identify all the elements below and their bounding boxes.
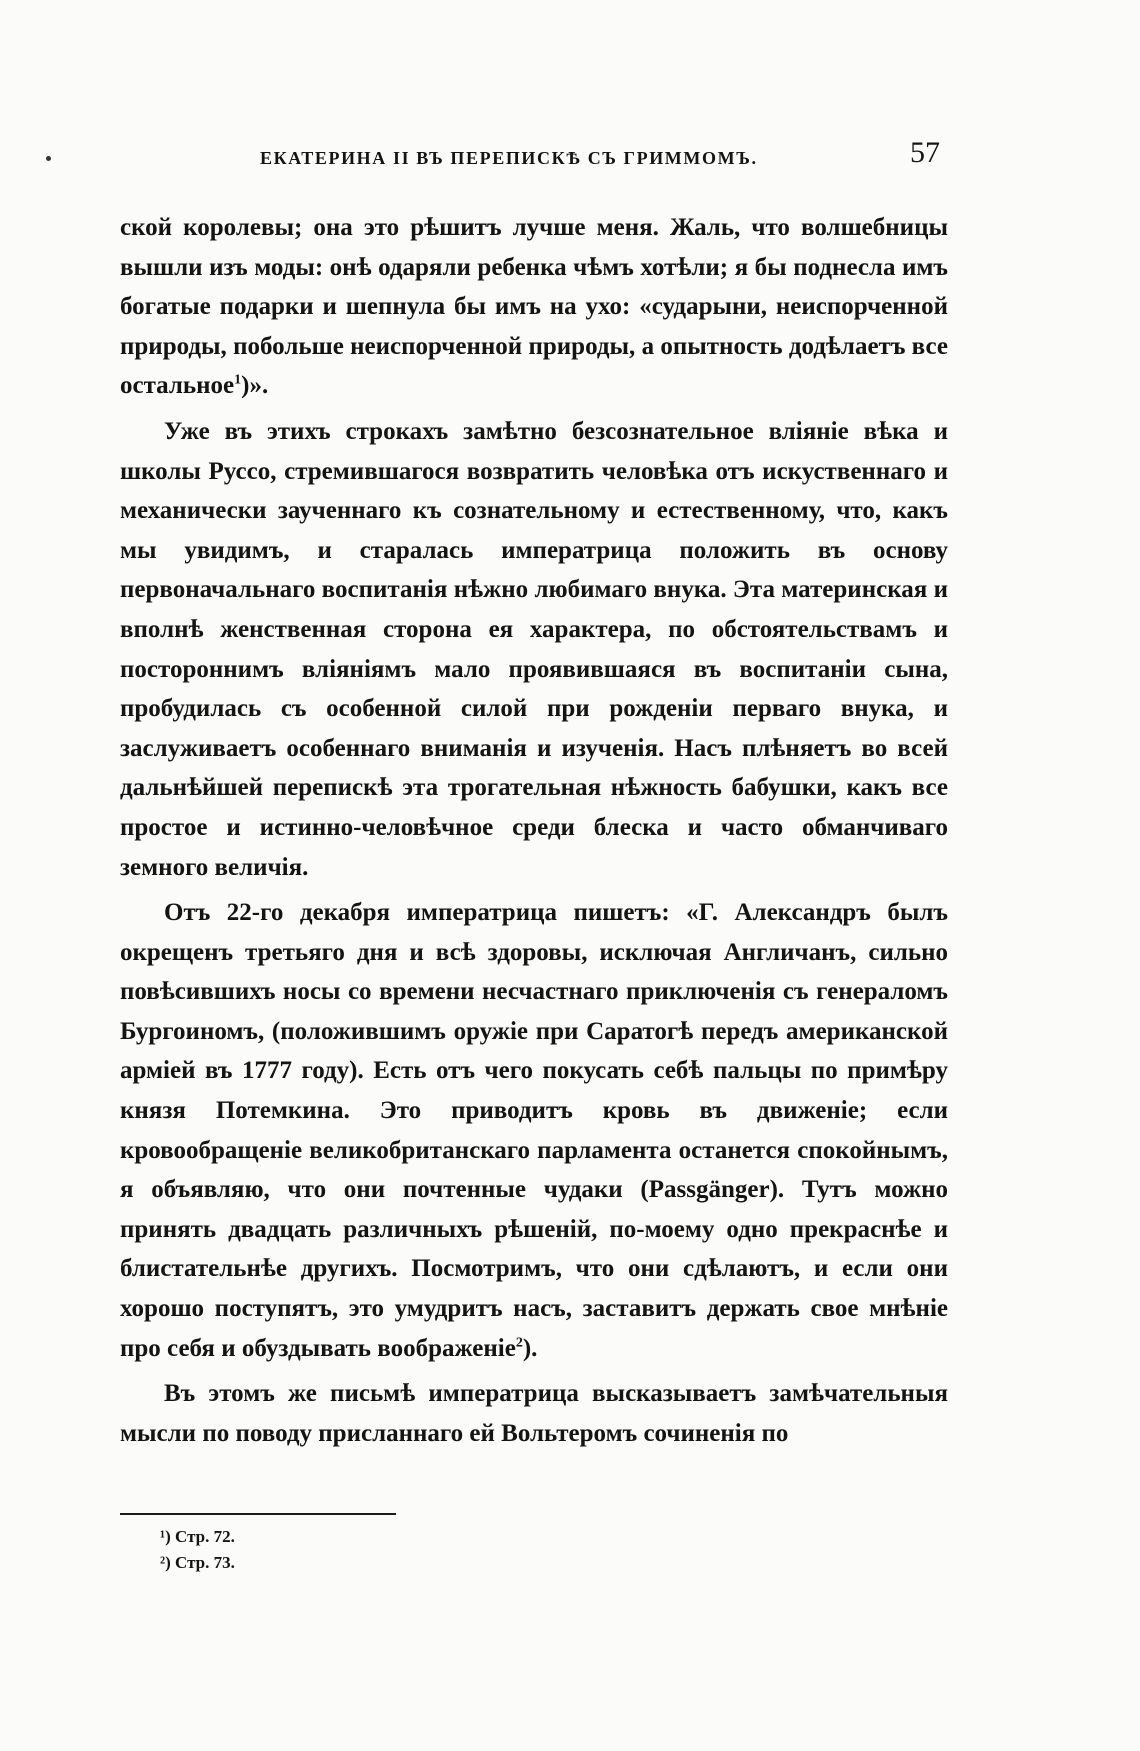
paragraph (120, 412, 948, 887)
paragraph-text-end: )». (241, 372, 269, 400)
page-number: 57 (910, 136, 940, 169)
paragraph (120, 893, 948, 1368)
page-header (120, 136, 940, 180)
footnote-text: Стр. 72. (175, 1527, 235, 1546)
paragraph (120, 1374, 948, 1453)
footnote-reference: 1 (234, 373, 242, 389)
paragraph-text-end: ). (522, 1334, 538, 1362)
paragraph-text: Уже въ этихъ строкахъ замѣтно безсознательное вліяніе вѣка и школы Руссо, стремившагося возвратить человѣка отъ искуственнаго и механически заученнаго къ сознательному и естественному, что, какъ мы увидимъ, и старалась императрица положить въ основу первоначальнаго воспитанія нѣжно любимаго внука. Эта материнская и вполнѣ женственная сторона ея характера, по обстоятельствамъ и постороннимъ вліяніямъ мало проявившаяся въ воспитаніи сына, пробудилась съ особенной силой при рожденіи перваго внука, и заслуживаетъ особеннаго вниманія и изученія. Насъ плѣняетъ во всей дальнѣйшей перепискѣ эта трогательная нѣжность бабушки, какъ все простое и истинно-человѣчное среди блеска и часто обманчиваго земного величія. (120, 417, 948, 881)
footnote-divider (120, 1513, 396, 1515)
footnote-mark: ¹) (160, 1527, 171, 1546)
paragraph-text: Отъ 22-го декабря императрица пишетъ: «Г. Александръ былъ окрещенъ третьяго дня и всѣ здоровы, исключая Англичанъ, сильно повѣсившихъ носы со времени несчастнаго приключенія съ генераломъ Бургоиномъ, (положившимъ оружіе при Саратогѣ передъ американской арміей въ 1777 году). Есть отъ чего покусать себѣ пальцы по примѣру князя Потемкина. Это приводитъ кровь въ движеніе; если кровообращеніе великобританскаго парламента останется спокойнымъ, я объявляю, что они почтенные чудаки (Passgänger). Тутъ можно принять двадцать различныхъ рѣшеній, по-моему одно прекраснѣе и блистательнѣе другихъ. Посмотримъ, что они сдѣлаютъ, и если они хорошо поступятъ, это умудритъ насъ, заставитъ держать свое мнѣніе про себя и обуздывать воображеніе (120, 899, 948, 1362)
paragraph-text: Въ этомъ же письмѣ императрица высказываетъ замѣчательныя мысли по поводу присланнаго ей Вольтеромъ сочиненія по (120, 1380, 948, 1447)
body-text (120, 208, 948, 1453)
footnote (160, 1550, 235, 1576)
paragraph (120, 208, 948, 406)
paragraph-text: ской королевы; она это рѣшитъ лучше меня. Жаль, что волшебницы вышли изъ моды: онѣ одаряли ребенка чѣмъ хотѣли; я бы поднесла имъ богатые подарки и шепнула бы имъ на ухо: «сударыни, неиспорченной природы, побольше неиспорченной природы, а опытность додѣлаетъ все остальное (120, 214, 948, 400)
print-speck (46, 156, 51, 161)
footnote-reference: 2 (515, 1335, 523, 1351)
running-title: ЕКАТЕРИНА II ВЪ ПЕРЕПИСКѢ СЪ ГРИММОМЪ. (260, 148, 758, 168)
footnote (160, 1524, 235, 1550)
footnote-mark: ²) (160, 1553, 171, 1572)
footnote-text: Стр. 73. (175, 1553, 235, 1572)
footnotes (160, 1524, 235, 1576)
